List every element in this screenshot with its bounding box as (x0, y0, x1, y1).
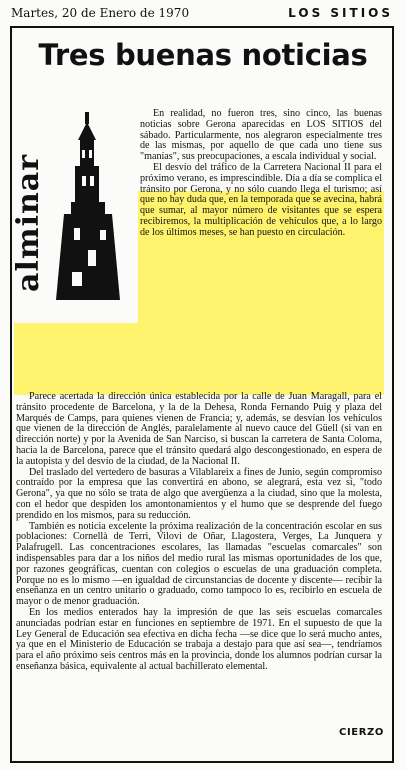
logo-illustration (56, 112, 120, 300)
issue-date: Martes, 20 de Enero de 1970 (11, 6, 190, 20)
paragraph-traffic: El desvío del tráfico de la Carretera Nacional II para el próximo verano, es imprescindible. Día a día se complica el tránsito por Gerona, y no sólo cuando llega el turismo; así que no hay duda que, en la temporada que se avecina, habrá que sumar, al mayor número de visitantes que se espera recibiremos, la multiplicación de vehículos que, a lo largo de los últimos meses, se han puesto en circulación. (140, 161, 382, 238)
author-signature: CIERZO (339, 727, 384, 738)
page-header (11, 6, 395, 22)
paragraph-directions: Parece acertada la dirección única establecida por la calle de Juan Maragall, para el tránsito procedente de Barcelona, y la de la Dehesa, Ronda Fernando Puig y plaza del Marqués de Camps, para quienes vienen de Francia; y, además, se desvían los vehículos que vienen de la dirección de Anglés, paralelamente al nuevo cauce del Güell (si van en dirección norte) y por la Avenida de San Narciso, si buscan la carretera de Santa Coloma, hacia la de Barcelona, parece que el tránsito quedará algo descongestionado, en espera de la autopista y del desvío de la ciudad, de la Nacional II. (16, 391, 382, 467)
article-title: Tres buenas noticias (38, 38, 368, 72)
article-body-side (140, 109, 382, 239)
paragraph-schools: También es noticia excelente la próxima realización de la concentración escolar en sus poblaciones: Cornellà de Terri, Vilovi de Oñar, Llagostera, Verges, La Junquera y Palafrugell. Las concentraciones escolares, las llamadas "escuelas comarcales" son indispensables para dar a los niños del medio rural las mismas oportunidades de los que, por razones geográficas, cuentan con colegios o escuelas de una graduación completa. Porque no es lo mismo —en igualdad de circunstancias de docente y discente— recibir la enseñanza en un centro unitario o graduado, como tampoco lo es, recibirlo en escuela de mayor o de menor graduación. (16, 520, 382, 608)
paragraph-intro: En realidad, no fueron tres, sino cinco, las buenas noticias sobre Gerona aparecidas en LOS SITIOS del sábado. Particularmente, nos alegraron especialmente tres de las mismas, por aquello de que cada uno tiene sus "manías", sus preocupaciones, a escala individual y social. (140, 108, 382, 163)
paragraph-landfill: Del traslado del vertedero de basuras a Vilablareix a fines de Junio, según compromiso contraído por la empresa que las convertirá en abono, se alegrará, esta vez sí, "todo Gerona", ya que no sólo se trata de algo que avergüenza a la ciudad, sino que la molesta, con el hedor que despiden los amontonamientos y el humo que se desprende del fuego prendido en los mismos, para su reducción. (16, 466, 382, 521)
article-body-full (16, 392, 382, 673)
alminar-logo (11, 110, 134, 306)
logo-text: alminar (11, 153, 46, 292)
paragraph-education-law: En los medios enterados hay la impresión de que las seis escuelas comarcales anunciadas podrían estar en funciones en septiembre de 1971. En el supuesto de que la Ley General de Educación sea efectiva en dicha fecha —se dice que lo será mucho antes, ya que en el Ministerio de Educación se trabaja a destajo para que así sea—, tendríamos para el año próximo seis centros más en la provincia, donde los alumnos podrían cursar la enseñanza básica, equivalente al actual bachillerato elemental. (16, 606, 382, 672)
newspaper-name: LOS SITIOS (288, 6, 393, 20)
highlight-full (14, 323, 384, 395)
